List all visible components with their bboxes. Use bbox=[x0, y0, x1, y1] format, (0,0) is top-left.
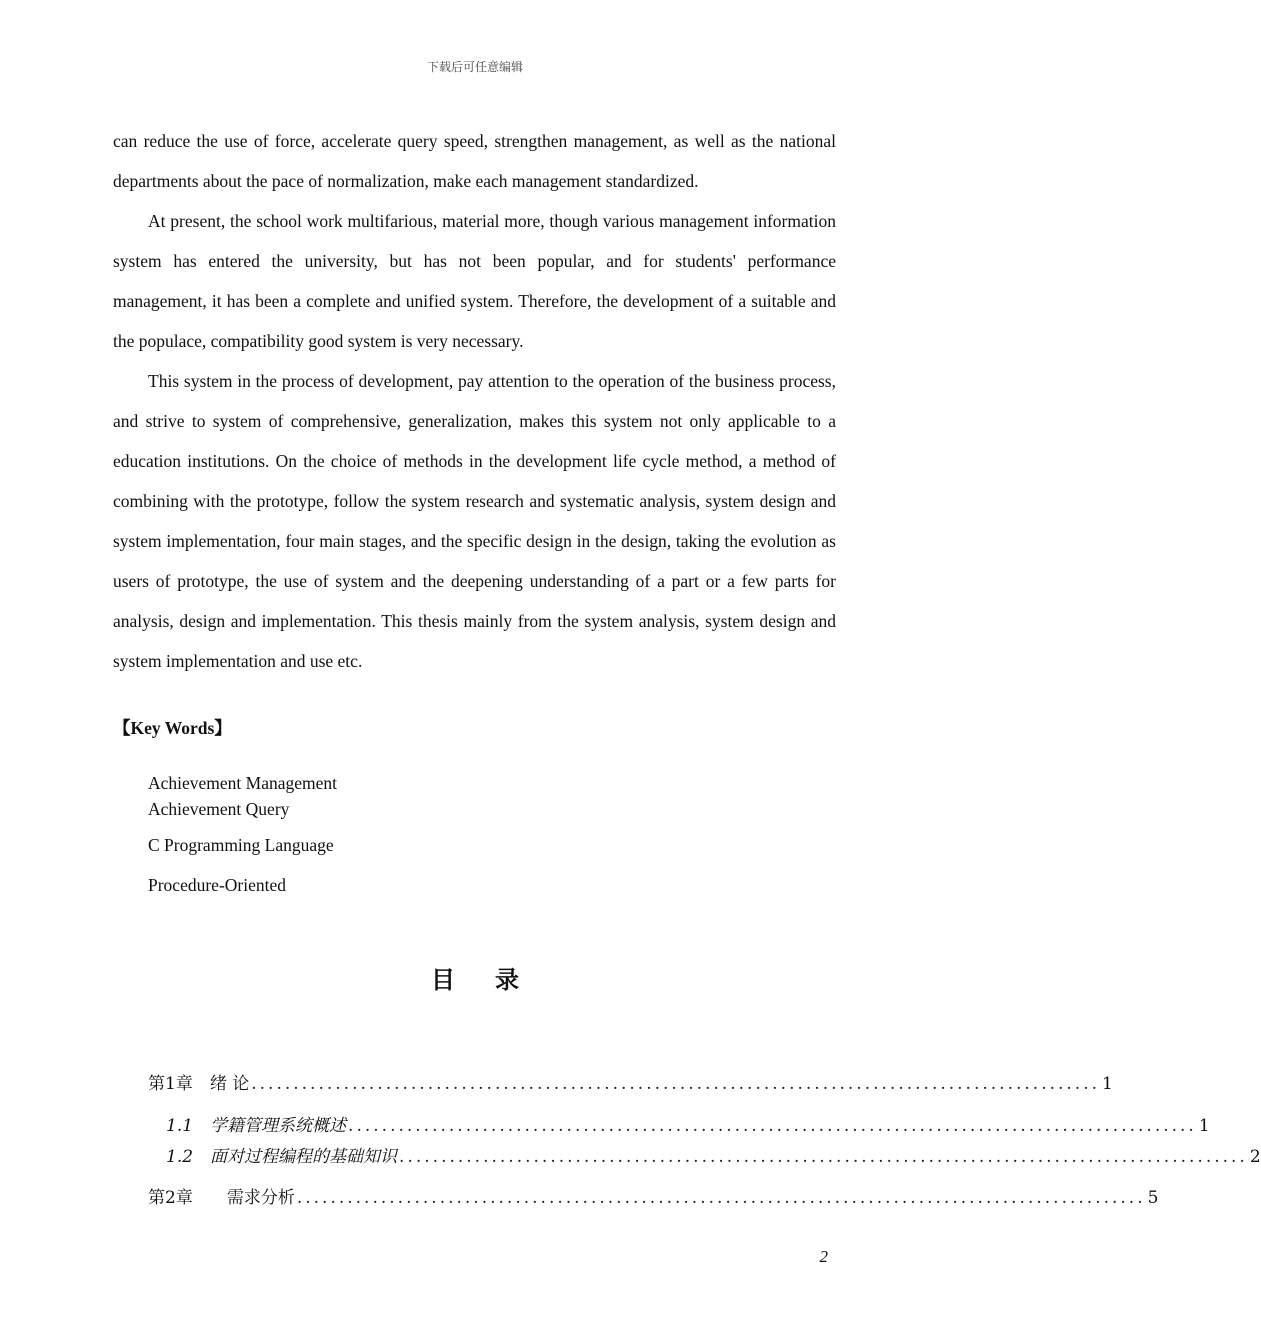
toc-entry-label: 1.2 面对过程编程的基础知识 bbox=[166, 1147, 398, 1167]
toc-entry[interactable] bbox=[148, 1183, 1159, 1208]
paragraph-2: At present, the school work multifarious, material more, though various management information system has entered the university, but has not been popular, and for students' performance management, it has been a complete and unified system. Therefore, the development of a suitable and the populace, compatibility good system is very necessary. bbox=[113, 211, 836, 351]
keyword-item: Achievement Query bbox=[148, 799, 290, 819]
keyword-item: Procedure-Oriented bbox=[148, 875, 286, 895]
toc-leader-dots: ..................................................................................................... bbox=[251, 1074, 1101, 1094]
toc-entry-page: 2 bbox=[1249, 1147, 1261, 1167]
toc-leader-dots: ..................................................................................................... bbox=[296, 1188, 1146, 1208]
toc-entry[interactable] bbox=[166, 1111, 1210, 1136]
header-watermark: 下载后可任意编辑 bbox=[426, 60, 523, 74]
paragraph-1: can reduce the use of force, accelerate query speed, strengthen management, as well as the national departments about the pace of normalization, make each management standardized. bbox=[113, 131, 836, 191]
toc-title: 目录 bbox=[431, 966, 559, 994]
abstract-body bbox=[113, 121, 836, 681]
keywords-title: 【Key Words】 bbox=[113, 718, 232, 738]
toc-entry-page: 1 bbox=[1102, 1074, 1113, 1094]
toc-leader-dots: ..................................................................................................... bbox=[348, 1116, 1197, 1136]
toc-entry[interactable] bbox=[148, 1069, 1113, 1094]
toc-entry-page: 5 bbox=[1147, 1188, 1159, 1208]
toc-entry-label: 1.1 学籍管理系统概述 bbox=[166, 1116, 347, 1136]
toc-leader-dots: ..................................................................................................... bbox=[399, 1147, 1248, 1167]
paragraph-3: This system in the process of development, pay attention to the operation of the business process, and strive to system of comprehensive, generalization, makes this system not only applicable to a education institutions. On the choice of methods in the development life cycle method, a method of combining with the prototype, follow the system research and systematic analysis, system design and system implementation, four main stages, and the specific design in the design, taking the evolution as users of prototype, the use of system and the deepening understanding of a part or a few parts for analysis, design and implementation. This thesis mainly from the system analysis, system design and system implementation and use etc. bbox=[113, 371, 836, 671]
toc-entry[interactable] bbox=[166, 1142, 1261, 1167]
keyword-item: Achievement Management bbox=[148, 773, 338, 793]
toc-entry-label: 第2章 需求分析 bbox=[148, 1188, 295, 1208]
toc-entry-page: 1 bbox=[1198, 1116, 1210, 1136]
page-number: 2 bbox=[819, 1247, 828, 1266]
keyword-item: C Programming Language bbox=[148, 835, 334, 855]
toc-entry-label: 第1章 绪 论 bbox=[148, 1074, 250, 1094]
